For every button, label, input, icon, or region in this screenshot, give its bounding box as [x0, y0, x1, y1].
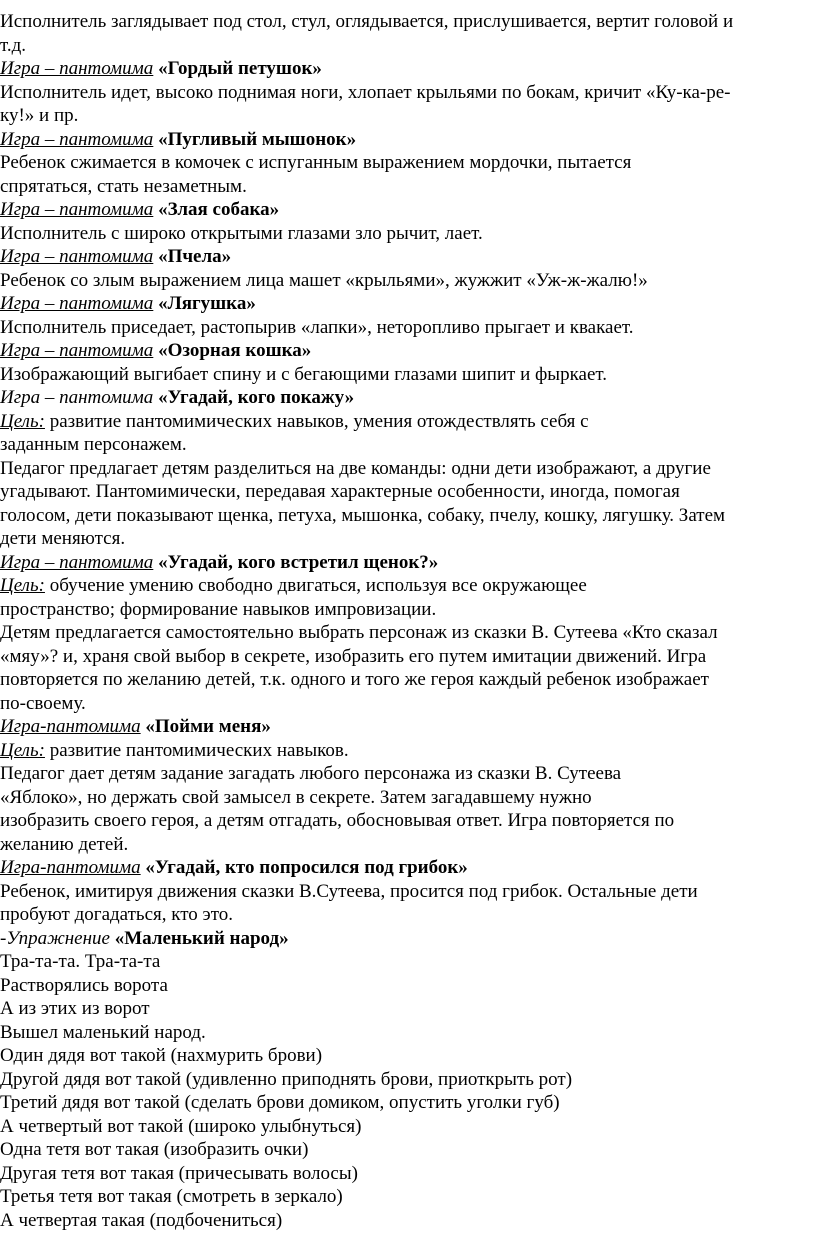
game-title: «Угадай, кого покажу» — [158, 387, 355, 408]
goal-text: развитие пантомимических навыков, умения отождествлять себя с — [44, 410, 589, 432]
text-line: «Яблоко», но держать свой замысел в секрете. Затем загадавшему нужно — [0, 786, 592, 808]
text-line: изобразить своего героя, а детям отгадать, обосновывая ответ. Игра повторяется по — [0, 810, 675, 831]
game-type-label: Игра – пантомима — [0, 551, 154, 573]
text-line: Одна тетя вот такая (изобразить очки) — [0, 1139, 309, 1160]
text-line: дети меняются. — [0, 528, 126, 549]
game-title: «Озорная кошка» — [158, 340, 312, 361]
game-type-label: Игра – пантомима — [0, 340, 154, 361]
game-title: «Пугливый мышонок» — [158, 128, 357, 150]
text-line: А из этих из ворот — [0, 998, 150, 1019]
game-heading — [0, 715, 271, 739]
text-line: угадывают. Пантомимически, передавая характерные особенности, иногда, помогая — [0, 481, 680, 502]
game-heading — [0, 245, 231, 269]
exercise-title: «Маленький народ» — [114, 927, 289, 949]
goal-line — [0, 410, 589, 434]
exercise-type-label: Упражнение — [6, 927, 110, 949]
text-line: Тра-та-та. Тра-та-та — [0, 951, 161, 972]
game-heading — [0, 386, 354, 410]
goal-label: Цель: — [0, 575, 45, 596]
game-title: «Гордый петушок» — [158, 58, 322, 79]
game-type-label: Игра – пантомима — [0, 199, 154, 220]
goal-label: Цель: — [0, 739, 45, 761]
text-line: Один дядя вот такой (нахмурить брови) — [0, 1045, 323, 1066]
text-line: ку!» и пр. — [0, 105, 79, 126]
text-line: заданным персонажем. — [0, 434, 187, 455]
game-heading — [0, 856, 468, 880]
exercise-dash: - — [0, 927, 7, 949]
goal-label: Цель: — [0, 410, 45, 432]
goal-text: развитие пантомимических навыков. — [44, 739, 349, 761]
goal-text: обучение умению свободно двигаться, используя все окружающее — [44, 575, 587, 596]
text-line: Ребенок, имитируя движения сказки В.Сутеева, просится под грибок. Остальные дети — [0, 880, 698, 902]
text-line: Исполнитель приседает, растопырив «лапки», неторопливо прыгает и квакает. — [0, 316, 634, 338]
game-type-label: Игра – пантомима — [0, 246, 154, 267]
text-line: Изображающий выгибает спину и с бегающими глазами шипит и фыркает. — [0, 363, 608, 385]
text-line: т.д. — [0, 34, 27, 56]
text-line: Исполнитель с широко открытыми глазами зло рычит, лает. — [0, 222, 483, 244]
game-heading — [0, 339, 311, 363]
exercise-heading — [0, 927, 289, 951]
game-heading — [0, 292, 256, 316]
game-title: «Угадай, кого встретил щенок?» — [158, 551, 439, 573]
text-line: голосом, дети показывают щенка, петуха, мышонка, собаку, пчелу, кошку, лягушку. Затем — [0, 504, 726, 526]
text-line: Вышел маленький народ. — [0, 1021, 206, 1043]
text-line: Ребенок сжимается в комочек с испуганным выражением мордочки, пытается — [0, 152, 632, 173]
text-line: пространство; формирование навыков импровизации. — [0, 598, 437, 620]
game-type-label: Игра – пантомима — [0, 293, 154, 314]
game-type-label: Игра – пантомима — [0, 58, 154, 79]
text-line: Третий дядя вот такой (сделать брови домиком, опустить уголки губ) — [0, 1092, 560, 1113]
text-line: Детям предлагается самостоятельно выбрать персонаж из сказки В. Сутеева «Кто сказал — [0, 622, 718, 643]
text-line: Педагог дает детям задание загадать любого персонажа из сказки В. Сутеева — [0, 763, 622, 784]
text-line: по-своему. — [0, 692, 86, 714]
text-line: спрятаться, стать незаметным. — [0, 175, 247, 197]
text-line: Другой дядя вот такой (удивленно приподнять брови, приоткрыть рот) — [0, 1068, 573, 1090]
game-type-label: Игра-пантомима — [0, 716, 141, 737]
game-heading — [0, 128, 356, 152]
game-heading — [0, 57, 322, 81]
text-line: А четвертый вот такой (широко улыбнуться) — [0, 1115, 362, 1137]
game-title: «Угадай, кто попросился под грибок» — [145, 857, 468, 878]
text-line: повторяется по желанию детей, т.к. одного и того же героя каждый ребенок изображает — [0, 669, 709, 690]
game-type-label: Игра – пантомима — [0, 387, 154, 408]
text-line: Другая тетя вот такая (причесывать волосы) — [0, 1162, 358, 1184]
goal-line — [0, 574, 587, 598]
game-title: «Злая собака» — [158, 199, 280, 220]
game-heading — [0, 198, 279, 222]
game-type-label: Игра – пантомима — [0, 128, 154, 150]
text-line: Исполнитель заглядывает под стол, стул, оглядывается, прислушивается, вертит головой и — [0, 11, 734, 32]
text-line: Растворялись ворота — [0, 974, 168, 996]
game-title: «Лягушка» — [158, 293, 256, 314]
text-line: Исполнитель идет, высоко поднимая ноги, хлопает крыльями по бокам, кричит «Ку-ка-ре- — [0, 81, 731, 103]
game-type-label: Игра-пантомима — [0, 857, 141, 878]
text-line: Ребенок со злым выражением лица машет «крыльями», жужжит «Уж-ж-жалю!» — [0, 269, 648, 291]
goal-line — [0, 739, 349, 763]
game-title: «Пчела» — [158, 246, 232, 267]
text-line: Педагог предлагает детям разделиться на две команды: одни дети изображают, а другие — [0, 457, 711, 479]
text-line: желанию детей. — [0, 833, 129, 855]
game-heading — [0, 551, 438, 575]
text-line: «мяу»? и, храня свой выбор в секрете, изобразить его путем имитации движений. Игра — [0, 645, 707, 667]
text-line: А четвертая такая (подбочениться) — [0, 1209, 283, 1231]
game-title: «Пойми меня» — [145, 716, 271, 737]
text-line: Третья тетя вот такая (смотреть в зеркало) — [0, 1186, 343, 1207]
text-line: пробуют догадаться, кто это. — [0, 904, 233, 925]
